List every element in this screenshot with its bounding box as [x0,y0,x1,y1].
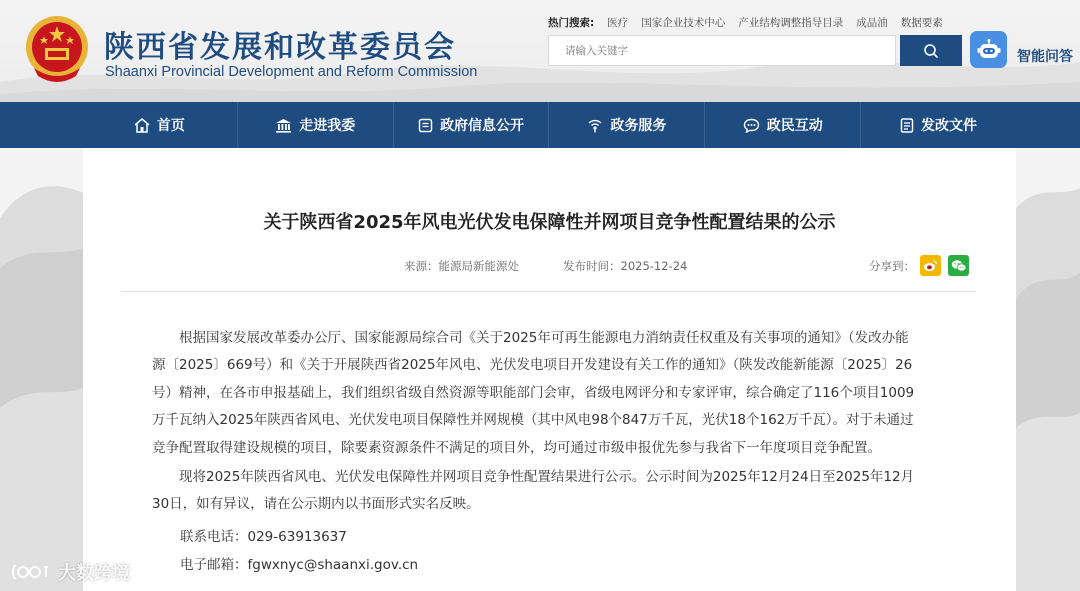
hot-link[interactable]: 国家企业技术中心 [641,17,726,29]
site-name-cn[interactable]: 陕西省发展和改革委员会 [104,30,456,65]
nav-item-documents[interactable] [860,102,1016,148]
nav-item-interaction[interactable] [704,102,860,148]
paragraph-line: 万千瓦纳入2025年陕西省风电、光伏发电项目保障性并网规模（其中风电98个847万千瓦，光伏18个162万千瓦）。对于未通过 [152,412,914,429]
nav-label: 政务服务 [610,118,667,134]
paragraph-line: 源〔2025〕669号）和《关于开展陕西省2025年风电、光伏发电项目开发建设有关工作的通知》（陕发改能新能源〔2025〕26 [152,357,913,374]
paragraph-line: 现将2025年陕西省风电、光伏发电保障性并网项目竞争性配置结果进行公示。公示时间为2025年12月24日至2025年12月 [179,469,915,485]
hot-link[interactable]: 成品油 [856,17,888,29]
article-source: 来源：能源局新能源处 [404,259,519,273]
watermark-logo-icon [10,561,52,583]
site-name-en[interactable]: Shaanxi Provincial Development and Reform Commission [105,64,478,80]
paragraph-line: 根据国家发展改革委办公厅、国家能源局综合司《关于2025年可再生能源电力消纳责任权重及有关事项的通知》（发改办能 [179,330,909,346]
share-label: 分享到： [869,259,915,273]
hot-search-bar [548,15,943,30]
article-publish-time: 发布时间：2025-12-24 [563,259,688,273]
building-icon [275,118,292,133]
nav-label: 首页 [156,118,185,134]
nav-label: 政民互动 [766,118,823,134]
contact-email: 电子邮箱：fgwxnyc@shaanxi.gov.cn [180,557,419,573]
file-icon [900,118,914,133]
national-emblem-icon [24,14,90,84]
article-paragraph-1 [152,325,948,462]
nav-label: 走进我委 [299,118,356,134]
search-icon [923,43,939,59]
wechat-share-button[interactable] [948,255,969,276]
contact-phone: 联系电话：029-63913637 [180,529,347,545]
paragraph-line: 30日，如有异议，请在公示期内以书面形式实名反映。 [152,496,480,513]
weibo-icon [923,259,938,272]
article-paragraph-2 [152,464,948,519]
search-button[interactable] [900,35,962,66]
paragraph-line: 竞争配置取得建设规模的项目，除要素资源条件不满足的项目外，均可通过市级申报优先参与我省下一年度项目竞争配置。 [152,439,881,456]
nav-item-home[interactable] [82,102,237,148]
watermark-text: 大数跨境 [58,563,130,584]
hot-link[interactable]: 产业结构调整指导目录 [738,17,844,29]
weibo-share-button[interactable] [920,255,941,276]
divider [121,291,976,292]
nav-item-gov-info[interactable] [393,102,549,148]
ai-assistant-button[interactable] [970,31,1007,68]
hot-link[interactable]: 数据要素 [900,17,943,29]
wechat-icon [951,259,967,273]
nav-label: 政府信息公开 [440,118,525,134]
paragraph-line: 号）精神，在各市申报基础上，我们组织省级自然资源等职能部门会审，省级电网评分和专家评审，综合确定了116个项目1009 [152,384,915,401]
hot-link[interactable]: 医疗 [607,17,629,29]
home-icon [134,118,150,133]
robot-icon [977,39,1001,61]
nav-item-about[interactable] [237,102,393,148]
nav-item-services[interactable] [548,102,704,148]
search-input[interactable] [548,35,896,66]
ai-assistant-label[interactable]: 智能问答 [1017,49,1073,65]
watermark [10,559,130,585]
document-icon [418,118,433,133]
hot-search-label: 热门搜索: [548,17,595,29]
site-header [0,0,1080,102]
main-nav [0,102,1080,148]
signal-icon [587,118,603,133]
article-title: 关于陕西省2025年风电光伏发电保障性并网项目竞争性配置结果的公示 [263,212,836,233]
chat-icon [743,118,760,133]
nav-label: 发改文件 [921,118,978,134]
